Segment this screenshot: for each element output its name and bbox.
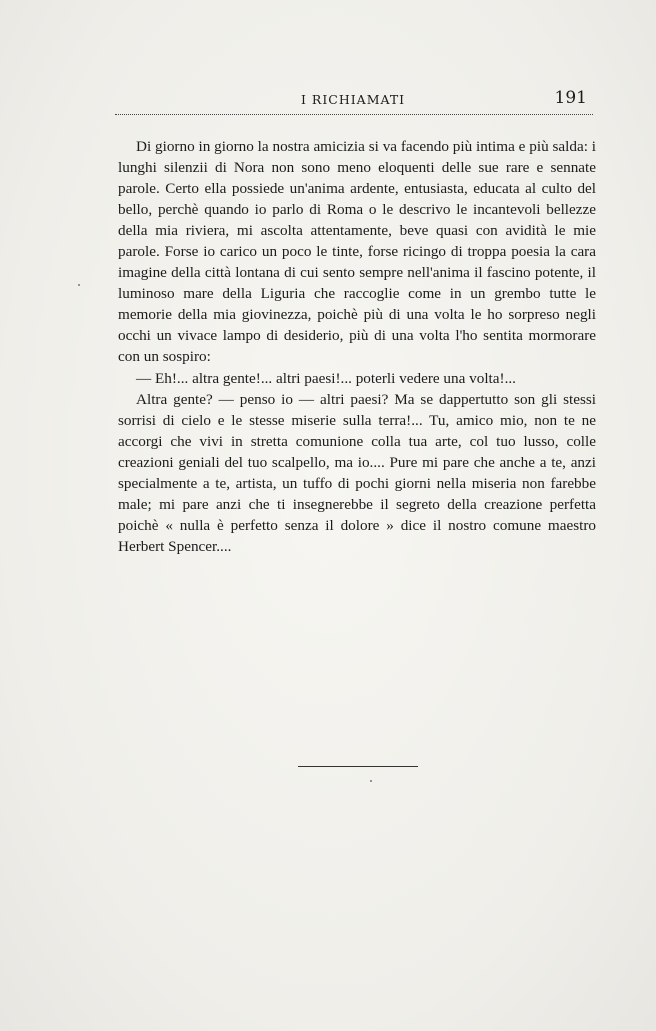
end-rule xyxy=(298,766,418,767)
print-speck xyxy=(78,284,80,286)
header-rule xyxy=(115,114,593,115)
paragraph: Di giorno in giorno la nostra amicizia si va facendo più intima e più salda: i lunghi silenzii di Nora non sono meno eloquenti delle sue rare e sennate parole. Certo ella possiede un'anima ardente, entusiasta, educata al culto del bello, perchè quando io parlo di Roma o le descrivo le incantevoli bellezze della mia riviera, mi ascolta attentamente, beve quasi con avidità le mie parole. Forse io carico un poco le tinte, forse ricingo di troppa poesia la cara imagine della città lontana di cui sento sempre nell'anima il fascino potente, il luminoso mare della Liguria che raccoglie come in un grembo tutte le memorie della mia giovinezza, poichè più di una volta le ho sorpreso negli occhi un vivace lampo di desiderio, più di una volta l'ho sentita mormorare con un sospiro: xyxy=(118,138,596,366)
page-header xyxy=(115,88,595,112)
page-number: 191 xyxy=(554,88,587,108)
body-text xyxy=(118,136,596,557)
print-speck xyxy=(370,780,372,782)
running-title: I RICHIAMATI xyxy=(301,92,406,107)
paragraph: — Eh!... altra gente!... altri paesi!... poterli vedere una volta!... xyxy=(136,369,516,387)
paragraph: Altra gente? — penso io — altri paesi? Ma se dappertutto son gli stessi sorrisi di cielo e le stesse miserie sulla terra!... Tu, amico mio, non te ne accorgi che vivi in stretta comunione colla tua arte, col tuo lusso, colle creazioni geniali del tuo scalpello, ma io.... Pure mi pare che anche a te, anzi specialmente a te, artista, un tuffo di pochi giorni nella miseria non farebbe male; mi pare anzi che ti insegnerebbe il segreto della creazione perfetta poichè « nulla è perfetto senza il dolore » dice il nostro comune maestro Herbert Spencer.... xyxy=(118,390,596,555)
